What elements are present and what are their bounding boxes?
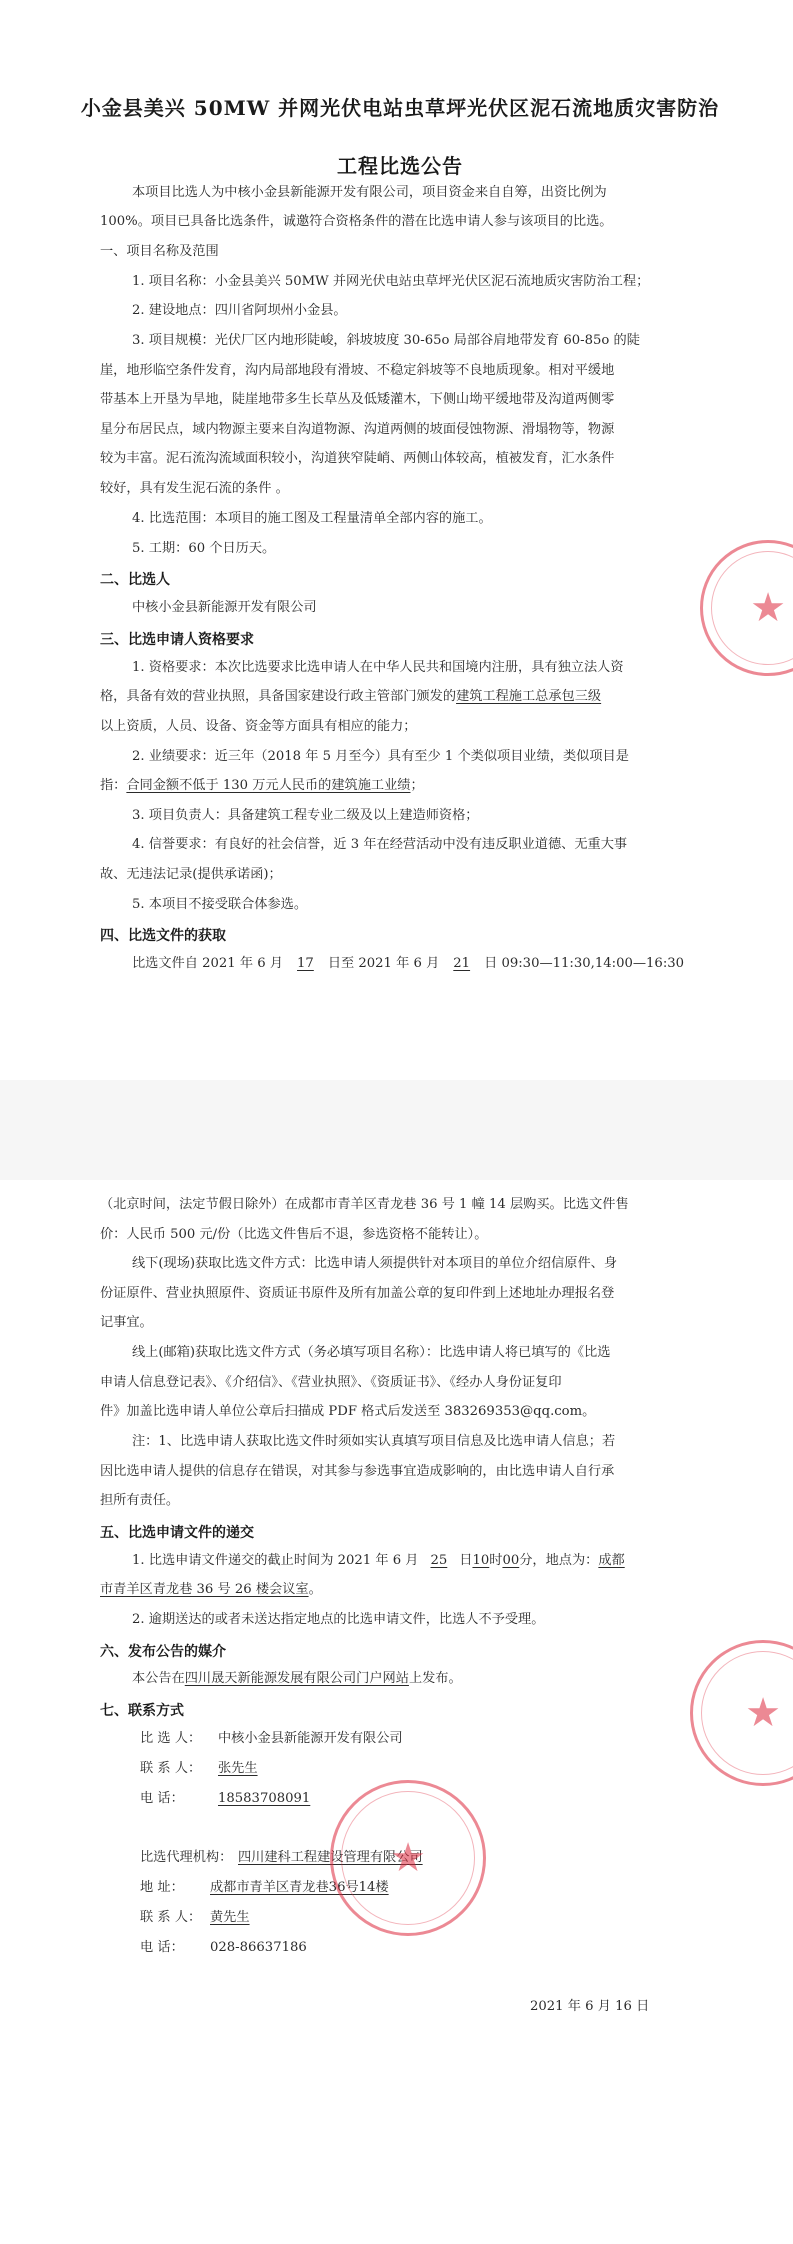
section-3-item-4-line-2: 故、无违法记录(提供承诺函)；: [100, 867, 282, 882]
performance-requirement: 合同金额不低于 130 万元人民币的建筑施工业绩: [126, 778, 411, 793]
section-1-heading: 一、项目名称及范围: [100, 244, 219, 259]
client-label: 比 选 人：: [140, 1731, 202, 1746]
section-7-heading: 七、联系方式: [100, 1703, 184, 1719]
issue-date: 2021 年 6 月 16 日: [530, 1999, 650, 2014]
deadline-line: 1. 比选申请文件递交的截止时间为 2021 年 6 月 25 日10时00分，地点为：成都: [132, 1553, 625, 1568]
agency-seal-stamp: ★: [330, 1780, 486, 1936]
section-4-line-p2-11: 担所有责任。: [100, 1493, 180, 1508]
section-3-item-1-line-1: 1. 资格要求：本次比选要求比选申请人在中华人民共和国境内注册，具有独立法人资: [132, 660, 624, 675]
agent-value: 四川建科工程建设管理有限公司: [238, 1850, 423, 1865]
section-3-item-2-line-1: 2. 业绩要求：近三年（2018 年 5 月至今）具有至少 1 个类似项目业绩，类似项目是: [132, 749, 629, 764]
deadline-day: 25: [430, 1553, 448, 1568]
address-label: 地 址：: [140, 1880, 184, 1895]
client-name: 中核小金县新能源开发有限公司: [132, 600, 317, 615]
section-3-item-2-line-2: 指：合同金额不低于 130 万元人民币的建筑施工业绩；: [100, 778, 424, 793]
agent-contact-label: 联 系 人：: [140, 1910, 202, 1925]
end-day: 21: [453, 956, 471, 971]
section-4-heading: 四、比选文件的获取: [100, 928, 226, 944]
section-4-line-p2-2: 价：人民币 500 元/份（比选文件售后不退，参选资格不能转让）。: [100, 1227, 488, 1242]
document-page-1: [0, 0, 793, 1080]
start-day: 17: [297, 956, 314, 971]
agent-phone-label: 电 话：: [140, 1940, 184, 1955]
deadline-hour: 10: [472, 1553, 490, 1568]
submission-location-line: 市青羊区青龙巷 36 号 26 楼会议室。: [100, 1582, 322, 1597]
media-line: 本公告在四川晟天新能源发展有限公司门户网站上发布。: [132, 1671, 462, 1686]
document-title-line-1: 小金县美兴 50MW 并网光伏电站虫草坪光伏区泥石流地质灾害防治: [80, 96, 720, 120]
agent-label: 比选代理机构：: [140, 1850, 233, 1865]
qualification-requirement: 建筑工程施工总承包三级: [456, 689, 602, 704]
section-6-heading: 六、发布公告的媒介: [100, 1644, 226, 1660]
submission-location: 市青羊区青龙巷 36 号 26 楼会议室: [100, 1582, 309, 1597]
section-3-heading: 三、比选申请人资格要求: [100, 632, 254, 648]
page-break: [0, 1080, 793, 1180]
client-value: 中核小金县新能源开发有限公司: [218, 1731, 403, 1746]
section-1-item-4: 4. 比选范围：本项目的施工图及工程量清单全部内容的施工。: [132, 511, 492, 526]
media-website: 四川晟天新能源发展有限公司门户网站: [184, 1671, 409, 1686]
section-3-item-1-line-3: 以上资质，人员、设备、资金等方面具有相应的能力；: [100, 719, 417, 734]
address-value: 成都市青羊区青龙巷36号14楼: [210, 1880, 389, 1895]
section-1-item-3-line-3: 带基本上开垦为旱地，陡崖地带多生长草丛及低矮灌木，下侧山坳平缓地带及沟道两侧零: [100, 392, 615, 407]
section-1-item-3-line-5: 较为丰富。泥石流沟流域面积较小，沟道狭窄陡峭、两侧山体较高，植被发育，汇水条件: [100, 451, 615, 466]
deadline-minute: 00: [502, 1553, 520, 1568]
section-1-item-3-line-1: 3. 项目规模：光伏厂区内地形陡峻，斜坡坡度 30-65o 局部谷肩地带发育 60-85o 的陡: [132, 333, 640, 348]
section-4-line-p2-7: 申请人信息登记表》、《介绍信》、《营业执照》、《资质证书》、《经办人身份证复印: [100, 1375, 562, 1390]
section-3-item-3: 3. 项目负责人：具备建筑工程专业二级及以上建造师资格；: [132, 808, 479, 823]
phone-value: 18583708091: [218, 1791, 311, 1806]
section-4-line-p2-10: 因比选申请人提供的信息存在错误，对其参与参选事宜造成影响的，由比选申请人自行承: [100, 1464, 615, 1479]
company-seal-stamp: ★: [700, 540, 793, 676]
section-4-line-p2-5: 记事宜。: [100, 1315, 153, 1330]
section-1-item-3-line-6: 较好，具有发生泥石流的条件 。: [100, 481, 289, 496]
section-1-item-5: 5. 工期：60 个日历天。: [132, 541, 276, 556]
section-4-line-p2-1: （北京时间，法定节假日除外）在成都市青羊区青龙巷 36 号 1 幢 14 层购买。比选文件售: [100, 1197, 629, 1212]
section-1-item-3-line-2: 崖，地形临空条件发育，沟内局部地段有滑坡、不稳定斜坡等不良地质现象。相对平缓地: [100, 363, 615, 378]
section-5-item-2: 2. 逾期送达的或者未送达指定地点的比选申请文件，比选人不予受理。: [132, 1612, 545, 1627]
section-2-heading: 二、比选人: [100, 572, 170, 588]
contact-label: 联 系 人：: [140, 1761, 202, 1776]
contact-value: 张先生: [218, 1761, 258, 1776]
section-3-item-4-line-1: 4. 信誉要求：有良好的社会信誉，近 3 年在经营活动中没有违反职业道德、无重大事: [132, 837, 628, 852]
section-4-line-p2-8: 件》加盖比选申请人单位公章后扫描成 PDF 格式后发送至 383269353@qq.com。: [100, 1404, 596, 1419]
section-4-line-p2-9: 注：1、比选申请人获取比选文件时须如实认真填写项目信息及比选申请人信息；若: [132, 1434, 616, 1449]
document-title-line-2: 工程比选公告: [337, 154, 463, 178]
section-4-line-p2-3: 线下(现场)获取比选文件方式：比选申请人须提供针对本项目的单位介绍信原件、身: [132, 1256, 618, 1271]
section-4-line-p2-4: 份证原件、营业执照原件、资质证书原件及所有加盖公章的复印件到上述地址办理报名登: [100, 1286, 615, 1301]
section-1-item-3-line-4: 星分布居民点，域内物源主要来自沟道物源、沟道两侧的坡面侵蚀物源、滑塌物等，物源: [100, 422, 615, 437]
document-period-line: 比选文件自 2021 年 6 月 17 日至 2021 年 6 月 21 日 09:30—11:30,14:00—16:30: [132, 956, 685, 971]
developer-seal-stamp: ★: [690, 1640, 793, 1786]
intro-line-1: 本项目比选人为中核小金县新能源开发有限公司，项目资金来自自筹，出资比例为: [132, 185, 607, 200]
section-3-item-1-line-2: 格，具备有效的营业执照，具备国家建设行政主管部门颁发的建筑工程施工总承包三级: [100, 689, 602, 704]
phone-label: 电 话：: [140, 1791, 184, 1806]
section-5-heading: 五、比选申请文件的递交: [100, 1525, 254, 1541]
submission-location-start: 成都: [598, 1553, 625, 1568]
section-1-item-2: 2. 建设地点：四川省阿坝州小金县。: [132, 303, 347, 318]
document-page-2: [0, 1180, 793, 2244]
section-4-line-p2-6: 线上(邮箱)获取比选文件方式（务必填写项目名称）：比选申请人将已填写的《比选: [132, 1345, 611, 1360]
section-3-item-5: 5. 本项目不接受联合体参选。: [132, 897, 308, 912]
intro-line-2: 100%。项目已具备比选条件，诚邀符合资格条件的潜在比选申请人参与该项目的比选。: [100, 214, 613, 229]
agent-phone-value: 028-86637186: [210, 1940, 307, 1955]
section-1-item-1: 1. 项目名称：小金县美兴 50MW 并网光伏电站虫草坪光伏区泥石流地质灾害防治工程；: [132, 274, 650, 289]
agent-contact-value: 黄先生: [210, 1910, 250, 1925]
